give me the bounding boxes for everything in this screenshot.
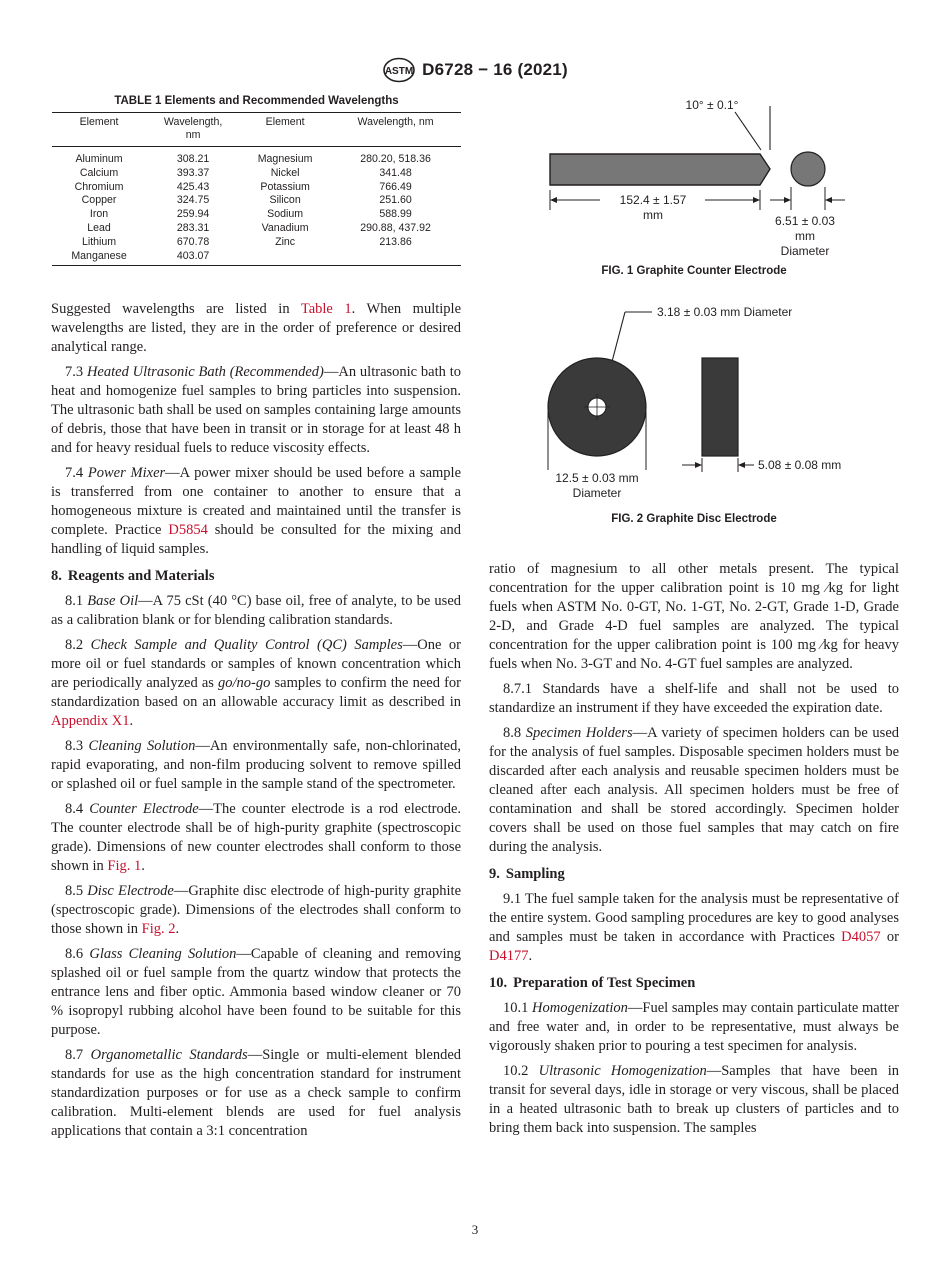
table-cell: 280.20, 518.36 (360, 153, 431, 165)
section-8-2: 8.2 Check Sample and Quality Control (QC) Samples—One or more oil or fuel standards or samples of known concentration which are periodically analyzed as go/no-go samples to confirm the need for standardization based on an allowable accuracy limit as described in Appendix X1. (51, 637, 461, 729)
section-8-3: 8.3 Cleaning Solution—An environmentally safe, non-chlorinated, rapid evaporating, and non-film producing solvent to remove spilled or splashed oil or fuel sample in the sample stand of the spectrometer. (51, 738, 461, 792)
section-8-5: 8.5 Disc Electrode—Graphite disc electrode of high-purity graphite (spectroscopic grade). Dimensions of the electrodes shall conform to those shown in Fig. 2. (51, 883, 462, 937)
table-cell: 283.31 (176, 221, 210, 234)
section-8-7: 8.7 Organometallic Standards—Single or multi-element blended standards for use as the high concentration standard for instrument standardization purposes or for use as a check sample to confirm calibration. Multi-element blends are used for fuel analysis applications that contain a 3:1 concentration (51, 1047, 462, 1139)
table-cell: Magnesium (257, 153, 313, 165)
page-header (0, 57, 950, 88)
left-column (51, 300, 461, 1147)
table-header-row (52, 113, 461, 147)
section-8-8: 8.8 Specimen Holders—A variety of specimen holders can be used for the analysis of fuel samples. Disposable specimen holders must be discarded after each analysis and reusable specimen holders must be cleaned after each analysis. All specimen holders must be free of contamination and shall be stored accordingly. Specimen holder covers shall be used on those fuel samples that may catch on fire during the analysis. (489, 725, 900, 855)
table-cell (240, 250, 330, 266)
section-10-2: 10.2 Ultrasonic Homogenization—Samples that have been in transit for several days, idle in storage or very viscous, shall be placed in a heated ultrasonic bath to break up clusters of particles and to bring them back into suspension. The samples (489, 1063, 900, 1136)
table-1-link[interactable]: Table 1 (300, 301, 352, 317)
table-cell: Silicon (269, 194, 301, 207)
table-cell: 251.60 (379, 194, 412, 207)
table-cell: Iron (89, 208, 109, 221)
table-cell: 308.21 (176, 153, 210, 165)
table-cell: 290.88, 437.92 (360, 221, 431, 234)
figure-1-caption: FIG. 1 Graphite Counter Electrode (601, 265, 787, 277)
table-row (52, 181, 461, 195)
astm-logo-icon (382, 57, 416, 83)
table-row (52, 167, 461, 181)
table-cell (330, 250, 461, 266)
table-row (52, 250, 461, 266)
table-cell: Potassium (260, 180, 310, 193)
table-cell: Manganese (71, 249, 127, 262)
table-cell: Lithium (81, 235, 117, 248)
fig1-diameter-label: 6.51 ± 0.03 (775, 214, 835, 228)
table-cell: Sodium (267, 208, 304, 221)
table-cell: Lead (87, 221, 111, 234)
table-cell: 425.43 (176, 180, 210, 193)
table-header-cell: Element (52, 113, 146, 147)
fig1-rod-cross-section (791, 152, 825, 186)
right-column (489, 560, 899, 1144)
table-cell: 393.37 (176, 166, 210, 179)
table-1 (52, 95, 461, 266)
fig2-hole-label: 3.18 ± 0.03 mm Diameter (657, 305, 793, 319)
table-cell: 324.75 (176, 194, 210, 207)
table-row (52, 222, 461, 236)
fig1-rod (550, 154, 770, 185)
table-cell: 403.07 (176, 249, 210, 262)
fig1-diameter-word: Diameter (780, 244, 830, 258)
section-7-3: 7.3 Heated Ultrasonic Bath (Recommended)—An ultrasonic bath to heat and homogenize fuel samples to bring particles into suspension. The ultrasonic bath shall be used on samples containing large amounts of debris, those that have been in transit or in storage for at least 48 h and for heavy residual fuels to reduce viscosity effects. (51, 364, 461, 456)
table-cell: 588.99 (379, 208, 412, 221)
table-cell: 341.48 (379, 166, 412, 179)
table-row (52, 208, 461, 222)
table-caption: TABLE 1 Elements and Recommended Wavelengths (114, 95, 399, 107)
section-8-7-continued: ratio of magnesium to all other metals present. The typical concentration for the upper calibration point is 10 mg ⁄kg for light fuels when ASTM No. 0-GT, No. 1-GT, No. 2-GT, Grade 1-D, Grade 2-D, and Grade 4-D fuel samples are analyzed. The typical concentration for the upper calibration point is 100 mg ⁄kg for heavy fuels when No. 3-GT and No. 4-GT fuel samples are analyzed. (489, 561, 899, 672)
table-cell: 259.94 (176, 208, 210, 221)
document-designation: D6728 − 16 (2021) (422, 60, 568, 79)
table-cell: Chromium (74, 180, 124, 193)
section-7-4: 7.4 Power Mixer—A power mixer should be used before a sample is transferred from one container to another to ensure that a homogeneous mixture is created and maintained until the transfer is complete. Practice D5854 should be consulted for the mixing and handling of liquid samples. (51, 465, 462, 557)
section-10-1: 10.1 Homogenization—Fuel samples may contain particulate matter and free water and, in order to be representative, must always be vigorously shaken prior to pouring a test specimen for analysis. (489, 1000, 900, 1054)
table-cell: Zinc (275, 235, 296, 248)
fig1-length-label: 152.4 ± 1.57 (619, 193, 687, 207)
table-cell: Vanadium (261, 221, 309, 234)
fig1-angle-leader (735, 112, 761, 150)
fig-1-link[interactable]: Fig. 1 (107, 858, 142, 874)
figure-2-caption: FIG. 2 Graphite Disc Electrode (611, 513, 777, 525)
table-cell: Nickel (270, 166, 300, 179)
fig2-thickness-label: 5.08 ± 0.08 mm (758, 458, 842, 472)
table-cell: 670.78 (176, 235, 210, 248)
section-9-1: 9.1 The fuel sample taken for the analysis must be representative of the entire system. Good sampling procedures are key to good analyses and samples must be taken in accordance with Practices D4057 or D4177. (489, 891, 899, 964)
table-row (52, 147, 461, 167)
section-8-4: 8.4 Counter Electrode—The counter electrode is a rod electrode. The counter electrode shall be of high-purity graphite (spectroscopic grade). Dimensions of new counter electrodes shall conform to those shown in Fig. 1. (51, 801, 462, 874)
d5854-link[interactable]: D5854 (168, 522, 208, 538)
table-cell: Aluminum (75, 153, 123, 165)
appendix-x1-link[interactable]: Appendix X1 (51, 713, 130, 729)
table-cell: 213.86 (379, 235, 412, 248)
section-8-7-1: 8.7.1 Standards have a shelf-life and shall not be used to standardize an instrument if they have exceeded the expiration date. (489, 681, 899, 716)
fig2-outer-unit: Diameter (572, 486, 622, 500)
paragraph-suggested-wavelengths: Suggested wavelengths are listed in Table 1. When multiple wavelengths are listed, they are in the order of preference or desired analytical range. (51, 301, 462, 355)
figure-1-counter-electrode (540, 92, 870, 262)
section-8-6: 8.6 Glass Cleaning Solution—Capable of cleaning and removing splashed oil or fuel sample from the quartz window that protects the entrance lens and fiber optic. Ammonia based window cleaner or 70 % isopropyl rubbing alcohol have been found to be suitable for this purpose. (51, 946, 461, 1038)
fig1-diameter-unit: mm (795, 229, 815, 243)
section-heading-10: 10. Preparation of Test Specimen (489, 975, 696, 991)
d4177-link[interactable]: D4177 (489, 948, 529, 964)
fig2-disc-side (702, 358, 738, 456)
section-heading-8: 8. Reagents and Materials (51, 568, 215, 584)
figure-2-disc-electrode (540, 302, 870, 507)
table-row (52, 194, 461, 208)
table-header-cell: Wavelength, nm (330, 113, 461, 147)
table-header-cell: Element (240, 113, 330, 147)
fig1-angle-label: 10° ± 0.1° (685, 98, 739, 112)
wavelength-table (52, 112, 461, 266)
fig1-length-unit: mm (643, 208, 663, 222)
table-cell: 766.49 (379, 180, 412, 193)
fig-2-link[interactable]: Fig. 2 (141, 921, 176, 937)
table-header-cell: Wavelength, nm (146, 113, 240, 147)
section-8-1: 8.1 Base Oil—A 75 cSt (40 °C) base oil, free of analyte, to be used as a calibration blank or for blending calibration standards. (51, 593, 462, 628)
svg-text:ASTM: ASTM (385, 66, 414, 77)
fig2-outer-label: 12.5 ± 0.03 mm (555, 471, 639, 485)
section-heading-9: 9. Sampling (489, 866, 565, 882)
table-cell: Calcium (79, 166, 119, 179)
table-row (52, 236, 461, 250)
page-number: 3 (471, 1222, 479, 1237)
table-cell: Copper (81, 194, 117, 207)
d4057-link[interactable]: D4057 (841, 929, 881, 945)
